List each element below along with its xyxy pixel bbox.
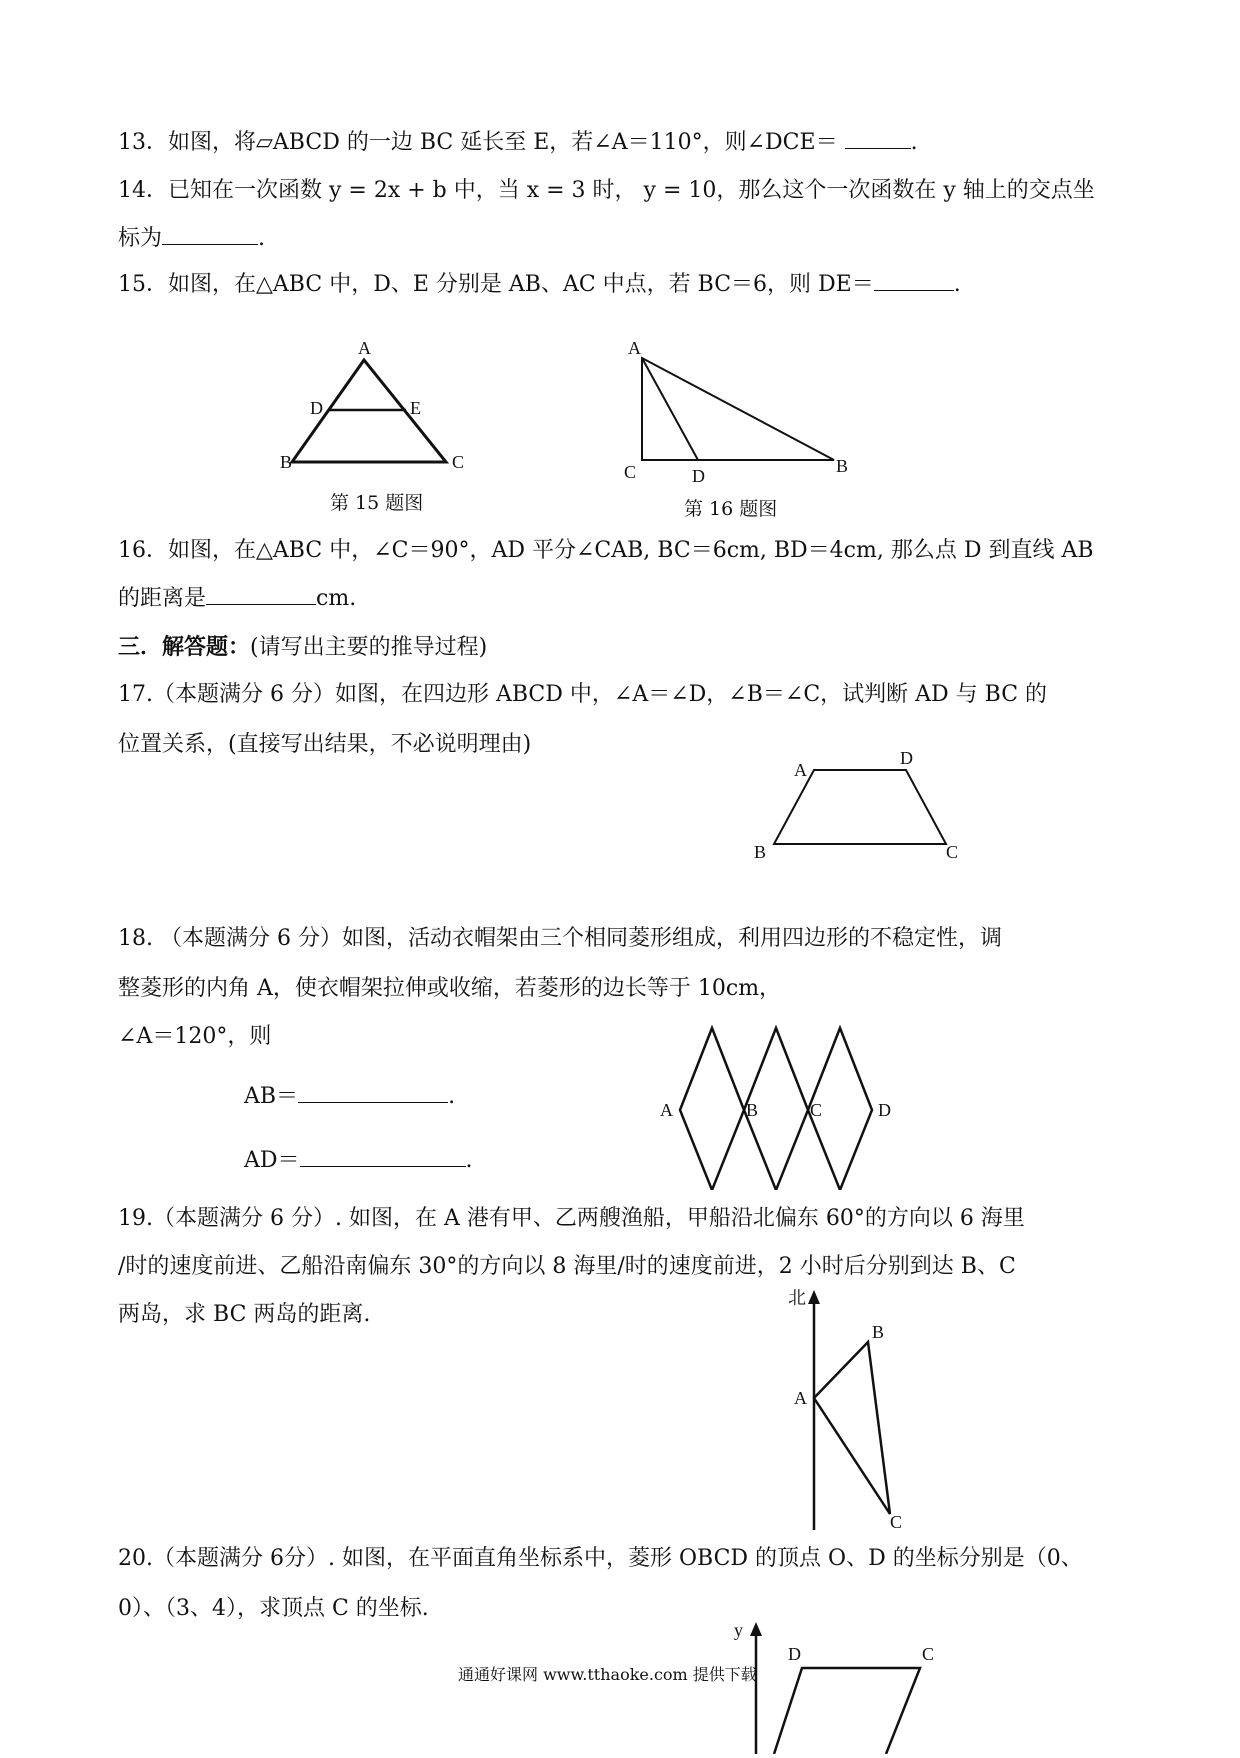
trapezoid-abcd xyxy=(774,770,946,844)
question-14-prefix: 标为 xyxy=(118,226,163,251)
question-17-line-2: 位置关系，(直接写出结果，不必说明理由) xyxy=(118,732,532,757)
label-b: B xyxy=(872,1322,885,1342)
label-a: A xyxy=(794,760,807,780)
figure-15 xyxy=(280,340,480,484)
ab-tail: . xyxy=(448,1084,456,1109)
figure-18 xyxy=(656,1018,906,1194)
question-15-text: 15．如图，在△ABC 中，D、E 分别是 AB、AC 中点，若 BC＝6，则 DE＝ xyxy=(118,272,874,297)
figure-16-svg xyxy=(618,336,858,486)
answer-blank-18-ad[interactable] xyxy=(300,1146,466,1167)
question-13-tail: . xyxy=(910,130,918,155)
label-b: B xyxy=(280,452,293,472)
question-14-line-2 xyxy=(118,224,265,254)
question-18-line-1: 18. （本题满分 6 分）如图，活动衣帽架由三个相同菱形组成，利用四边形的不稳定性，调 xyxy=(118,926,1002,951)
figure-16 xyxy=(618,336,858,490)
question-16-prefix: 的距离是 xyxy=(118,586,207,611)
rhombus-obcd xyxy=(774,1668,920,1754)
question-20-line-2: 0）、（3、4），求顶点 C 的坐标. xyxy=(118,1596,429,1621)
question-19-line-2: /时的速度前进、乙船沿南偏东 30°的方向以 8 海里/时的速度前进，2 小时后分别到达 B、C xyxy=(118,1254,1016,1279)
question-13 xyxy=(118,128,918,158)
figure-20-svg xyxy=(730,1608,950,1754)
ad-label: AD＝ xyxy=(244,1148,300,1173)
page-footer: 通通好课网 www.tthaoke.com 提供下载 xyxy=(458,1665,757,1684)
question-16-line-2 xyxy=(118,584,356,614)
ab-label: AB＝ xyxy=(244,1084,299,1109)
question-18-ab xyxy=(244,1082,455,1112)
label-d: D xyxy=(900,752,913,768)
answer-blank-14[interactable] xyxy=(162,224,258,245)
figure-19-svg xyxy=(780,1286,920,1536)
question-19-line-1: 19.（本题满分 6 分）. 如图，在 A 港有甲、乙两艘渔船，甲船沿北偏东 60°的方向以 6 海里 xyxy=(118,1206,1025,1231)
label-a: A xyxy=(628,338,641,358)
question-16-line-1: 16．如图，在△ABC 中，∠C＝90°，AD 平分∠CAB, BC＝6cm, BD＝4cm, 那么点 D 到直线 AB xyxy=(118,538,1094,563)
figure-19 xyxy=(780,1286,920,1540)
question-16-tail: cm. xyxy=(316,586,357,611)
label-e: E xyxy=(410,398,421,418)
label-c: C xyxy=(890,1512,903,1532)
answer-blank-15[interactable] xyxy=(874,270,954,291)
question-18-line-3: ∠A＝120°，则 xyxy=(118,1024,272,1049)
label-d: D xyxy=(692,466,705,486)
label-a: A xyxy=(358,340,371,358)
section-3-heading xyxy=(118,632,487,663)
label-y: y xyxy=(734,1620,743,1640)
question-18-line-2: 整菱形的内角 A，使衣帽架拉伸或收缩，若菱形的边长等于 10cm， xyxy=(118,976,782,1001)
question-13-text: 13．如图，将▱ABCD 的一边 BC 延长至 E，若∠A＝110°，则∠DCE＝ xyxy=(118,130,838,155)
label-north: 北 xyxy=(788,1288,806,1308)
y-axis-arrow-icon xyxy=(750,1622,762,1636)
rhombus-1 xyxy=(680,1028,744,1190)
label-c: C xyxy=(922,1644,935,1664)
label-a: A xyxy=(660,1100,673,1120)
figure-18-svg xyxy=(656,1018,906,1190)
figure-16-caption: 第 16 题图 xyxy=(684,498,778,520)
question-15-tail: . xyxy=(953,272,961,297)
answer-blank-16[interactable] xyxy=(206,584,316,605)
triangle-abc xyxy=(814,1342,890,1514)
question-19-line-3: 两岛，求 BC 两岛的距离. xyxy=(118,1302,371,1327)
section-3-note: (请写出主要的推导过程) xyxy=(250,635,488,660)
question-18-ad xyxy=(244,1146,473,1176)
figure-20 xyxy=(730,1608,950,1758)
question-17-line-1: 17.（本题满分 6 分）如图，在四边形 ABCD 中，∠A＝∠D，∠B＝∠C，试判断 AD 与 BC 的 xyxy=(118,682,1048,707)
question-20-line-1: 20.（本题满分 6分）. 如图，在平面直角坐标系中，菱形 OBCD 的顶点 O、D 的坐标分别是（0、 xyxy=(118,1546,1083,1571)
label-a: A xyxy=(794,1388,807,1408)
figure-17-svg xyxy=(750,752,970,872)
label-c: C xyxy=(624,462,637,482)
question-14-tail: . xyxy=(258,226,266,251)
question-14-line-1: 14．已知在一次函数 y = 2x + b 中，当 x = 3 时， y = 10，那么这个一次函数在 y 轴上的交点坐 xyxy=(118,178,1095,203)
answer-blank-18-ab[interactable] xyxy=(298,1082,448,1103)
north-arrow-icon xyxy=(808,1290,820,1304)
answer-blank-13[interactable] xyxy=(845,128,911,149)
label-c: C xyxy=(946,842,959,862)
figure-15-svg xyxy=(280,340,480,480)
label-d: D xyxy=(310,398,323,418)
figure-15-caption: 第 15 题图 xyxy=(330,492,424,514)
label-b: B xyxy=(746,1100,759,1120)
label-c: C xyxy=(810,1100,823,1120)
question-15 xyxy=(118,270,961,300)
figure-17 xyxy=(750,752,970,876)
label-b: B xyxy=(836,456,849,476)
label-d: D xyxy=(788,1644,801,1664)
section-3-title: 三．解答题： xyxy=(118,634,251,660)
label-d: D xyxy=(878,1100,891,1120)
label-c: C xyxy=(452,452,465,472)
ad-tail: . xyxy=(465,1148,473,1173)
label-b: B xyxy=(754,842,767,862)
